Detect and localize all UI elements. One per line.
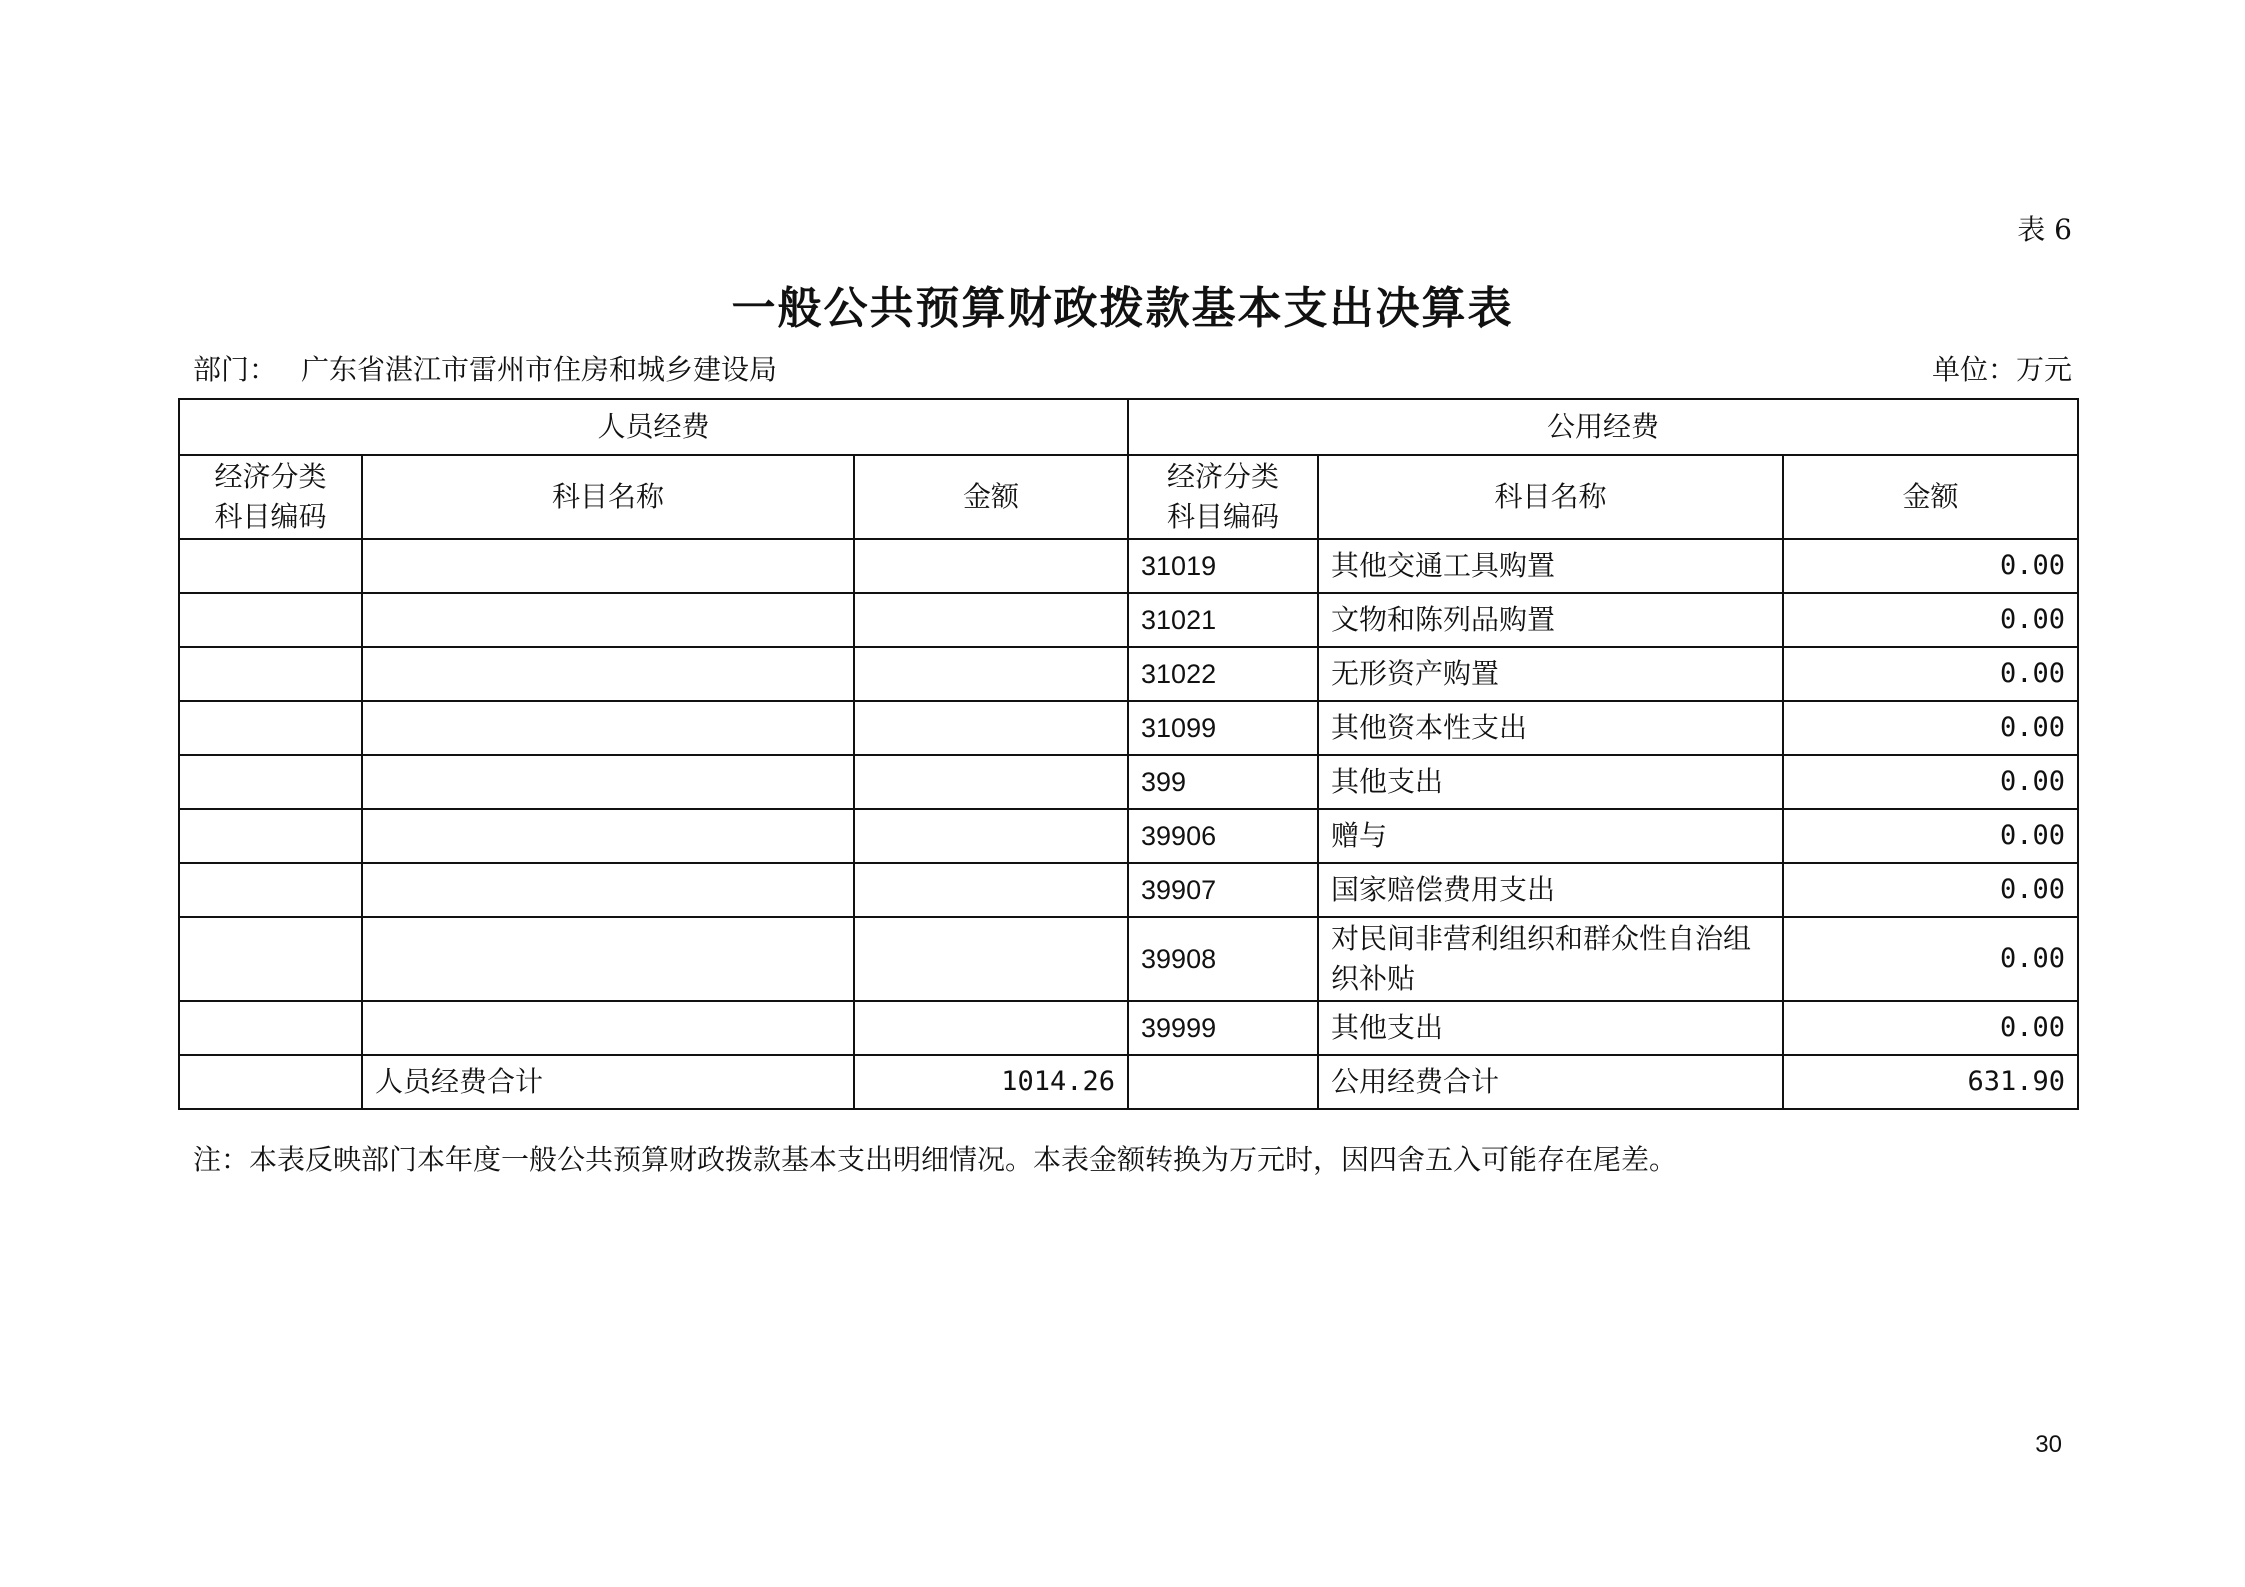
page-title: 一般公共预算财政拨款基本支出决算表: [731, 283, 1514, 334]
col-header-g-code: [1128, 455, 1318, 539]
col-header-code-line2: 科目编码: [1167, 500, 1280, 533]
public-total-amount: 631.90: [1783, 1055, 2078, 1109]
public-name-cell: 对民间非营利组织和群众性自治组织补贴: [1318, 917, 1783, 1001]
page-number: 30: [2035, 1431, 2062, 1458]
department-info: [193, 348, 777, 388]
public-amount-cell: 0.00: [1783, 863, 2078, 917]
personnel-amount-cell: [854, 917, 1128, 1001]
column-header-row: [179, 455, 2078, 539]
public-name-cell: 其他交通工具购置: [1318, 539, 1783, 593]
totals-row: [179, 1055, 2078, 1109]
personnel-name-cell: [362, 863, 854, 917]
personnel-name-cell: [362, 1001, 854, 1055]
public-amount-cell: 0.00: [1783, 809, 2078, 863]
personnel-code-cell: [179, 917, 362, 1001]
section-header-row: [179, 399, 2078, 455]
personnel-code-cell: [179, 647, 362, 701]
personnel-amount-cell: [854, 539, 1128, 593]
personnel-total-amount: 1014.26: [854, 1055, 1128, 1109]
table-number-label: 表 6: [2017, 213, 2072, 246]
department-name: 广东省湛江市雷州市住房和城乡建设局: [301, 353, 778, 386]
personnel-name-cell: [362, 917, 854, 1001]
public-code-cell: 31019: [1128, 539, 1318, 593]
public-amount-cell: 0.00: [1783, 755, 2078, 809]
personnel-amount-cell: [854, 647, 1128, 701]
public-amount-cell: 0.00: [1783, 701, 2078, 755]
public-code-cell: 31021: [1128, 593, 1318, 647]
col-header-code-line1: 经济分类: [214, 460, 327, 493]
footnote: 注：本表反映部门本年度一般公共预算财政拨款基本支出明细情况。本表金额转换为万元时，因四舍五入可能存在尾差。: [193, 1143, 1678, 1176]
personnel-code-cell: [179, 539, 362, 593]
col-header-p-code: [179, 455, 362, 539]
col-header-p-name: 科目名称: [362, 455, 854, 539]
personnel-amount-cell: [854, 1001, 1128, 1055]
public-code-cell: 399: [1128, 755, 1318, 809]
table-row: [179, 539, 2078, 593]
table-row: [179, 809, 2078, 863]
public-amount-cell: 0.00: [1783, 647, 2078, 701]
personnel-code-cell: [179, 755, 362, 809]
public-amount-cell: 0.00: [1783, 539, 2078, 593]
public-code-cell: 31022: [1128, 647, 1318, 701]
col-header-p-amount: 金额: [854, 455, 1128, 539]
personnel-code-cell: [179, 863, 362, 917]
personnel-name-cell: [362, 809, 854, 863]
table-row: [179, 917, 2078, 1001]
public-total-label: 公用经费合计: [1318, 1055, 1783, 1109]
personnel-amount-cell: [854, 701, 1128, 755]
table-row: [179, 701, 2078, 755]
table-row: [179, 755, 2078, 809]
public-name-cell: 其他资本性支出: [1318, 701, 1783, 755]
personnel-name-cell: [362, 755, 854, 809]
col-header-g-amount: 金额: [1783, 455, 2078, 539]
totals-empty-cell: [179, 1055, 362, 1109]
table-row: [179, 593, 2078, 647]
public-amount-cell: 0.00: [1783, 917, 2078, 1001]
department-label: 部门：: [193, 353, 278, 386]
col-header-g-name: 科目名称: [1318, 455, 1783, 539]
col-header-code-line2: 科目编码: [214, 500, 327, 533]
public-code-cell: 39999: [1128, 1001, 1318, 1055]
personnel-amount-cell: [854, 809, 1128, 863]
meta-row: [193, 348, 2072, 384]
public-amount-cell: 0.00: [1783, 1001, 2078, 1055]
public-code-cell: 39908: [1128, 917, 1318, 1001]
totals-empty-cell: [1128, 1055, 1318, 1109]
personnel-code-cell: [179, 701, 362, 755]
public-name-cell: 赠与: [1318, 809, 1783, 863]
personnel-amount-cell: [854, 863, 1128, 917]
personnel-total-label: 人员经费合计: [362, 1055, 854, 1109]
personnel-name-cell: [362, 647, 854, 701]
public-code-cell: 39907: [1128, 863, 1318, 917]
public-name-cell: 文物和陈列品购置: [1318, 593, 1783, 647]
table-row: [179, 863, 2078, 917]
public-name-cell: 国家赔偿费用支出: [1318, 863, 1783, 917]
table-row: [179, 1001, 2078, 1055]
personnel-code-cell: [179, 593, 362, 647]
public-code-cell: 39906: [1128, 809, 1318, 863]
personnel-code-cell: [179, 809, 362, 863]
public-name-cell: 无形资产购置: [1318, 647, 1783, 701]
public-name-cell: 其他支出: [1318, 755, 1783, 809]
personnel-code-cell: [179, 1001, 362, 1055]
public-amount-cell: 0.00: [1783, 593, 2078, 647]
unit-label: 单位：万元: [1931, 353, 2072, 386]
public-name-cell: 其他支出: [1318, 1001, 1783, 1055]
personnel-amount-cell: [854, 755, 1128, 809]
personnel-amount-cell: [854, 593, 1128, 647]
personnel-name-cell: [362, 539, 854, 593]
section-public: 公用经费: [1128, 399, 2078, 455]
personnel-name-cell: [362, 593, 854, 647]
expenditure-table: [178, 398, 2079, 1110]
personnel-name-cell: [362, 701, 854, 755]
col-header-code-line1: 经济分类: [1167, 460, 1280, 493]
table-row: [179, 647, 2078, 701]
section-personnel: 人员经费: [179, 399, 1128, 455]
public-code-cell: 31099: [1128, 701, 1318, 755]
